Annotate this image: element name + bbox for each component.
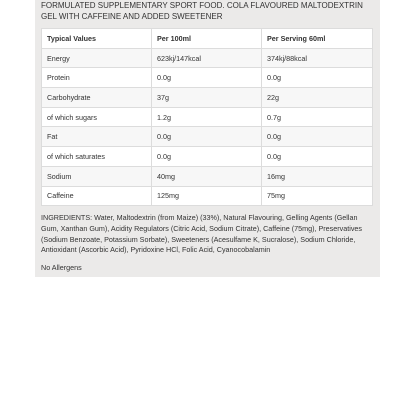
value-per-serving: 0.7g bbox=[262, 107, 373, 127]
nutrient-name: Energy bbox=[42, 48, 152, 68]
value-per-serving: 16mg bbox=[262, 166, 373, 186]
nutrient-name: Fat bbox=[42, 127, 152, 147]
nutrient-name: Sodium bbox=[42, 166, 152, 186]
value-per-100ml: 37g bbox=[152, 88, 262, 108]
value-per-100ml: 1.2g bbox=[152, 107, 262, 127]
value-per-100ml: 623kj/147kcal bbox=[152, 48, 262, 68]
value-per-100ml: 125mg bbox=[152, 186, 262, 206]
ingredients-text: INGREDIENTS: Water, Maltodextrin (from Maize) (33%), Natural Flavouring, Gelling Agents (Gellan Gum, Xanthan Gum), Acidity Regulators (Citric Acid, Sodium Citrate), Caffeine (75mg), Preservatives (Sodium Benzoate, Potassium Sorbate), Sweeteners (Acesulfame K, Sucralose), Sodium Chloride, Antioxidant (Ascorbic Acid), Pyridoxine HCl, Folic Acid, Cyanocobalamin bbox=[41, 213, 363, 255]
table-row bbox=[42, 107, 373, 127]
nutrient-name: Protein bbox=[42, 68, 152, 88]
value-per-100ml: 0.0g bbox=[152, 127, 262, 147]
nutrition-table bbox=[41, 28, 373, 206]
value-per-serving: 0.0g bbox=[262, 127, 373, 147]
table-row bbox=[42, 166, 373, 186]
table-row bbox=[42, 127, 373, 147]
value-per-serving: 22g bbox=[262, 88, 373, 108]
value-per-100ml: 0.0g bbox=[152, 147, 262, 167]
value-per-serving: 0.0g bbox=[262, 147, 373, 167]
table-row bbox=[42, 88, 373, 108]
product-description: FORMULATED SUPPLEMENTARY SPORT FOOD. COLA FLAVOURED MALTODEXTRIN GEL WITH CAFFEINE AND ADDED SWEETENER bbox=[41, 1, 363, 21]
table-row bbox=[42, 186, 373, 206]
column-header: Typical Values bbox=[42, 29, 152, 49]
table-header-row bbox=[42, 29, 373, 49]
value-per-serving: 374kj/88kcal bbox=[262, 48, 373, 68]
nutrient-name: Carbohydrate bbox=[42, 88, 152, 108]
column-header: Per 100ml bbox=[152, 29, 262, 49]
table-row bbox=[42, 147, 373, 167]
nutrition-panel bbox=[35, 0, 380, 277]
value-per-100ml: 0.0g bbox=[152, 68, 262, 88]
table-row bbox=[42, 48, 373, 68]
value-per-100ml: 40mg bbox=[152, 166, 262, 186]
allergens-text: No Allergens bbox=[41, 263, 82, 272]
value-per-serving: 75mg bbox=[262, 186, 373, 206]
value-per-serving: 0.0g bbox=[262, 68, 373, 88]
nutrient-name: of which saturates bbox=[42, 147, 152, 167]
nutrient-name: of which sugars bbox=[42, 107, 152, 127]
nutrient-name: Caffeine bbox=[42, 186, 152, 206]
column-header: Per Serving 60ml bbox=[262, 29, 373, 49]
table-row bbox=[42, 68, 373, 88]
